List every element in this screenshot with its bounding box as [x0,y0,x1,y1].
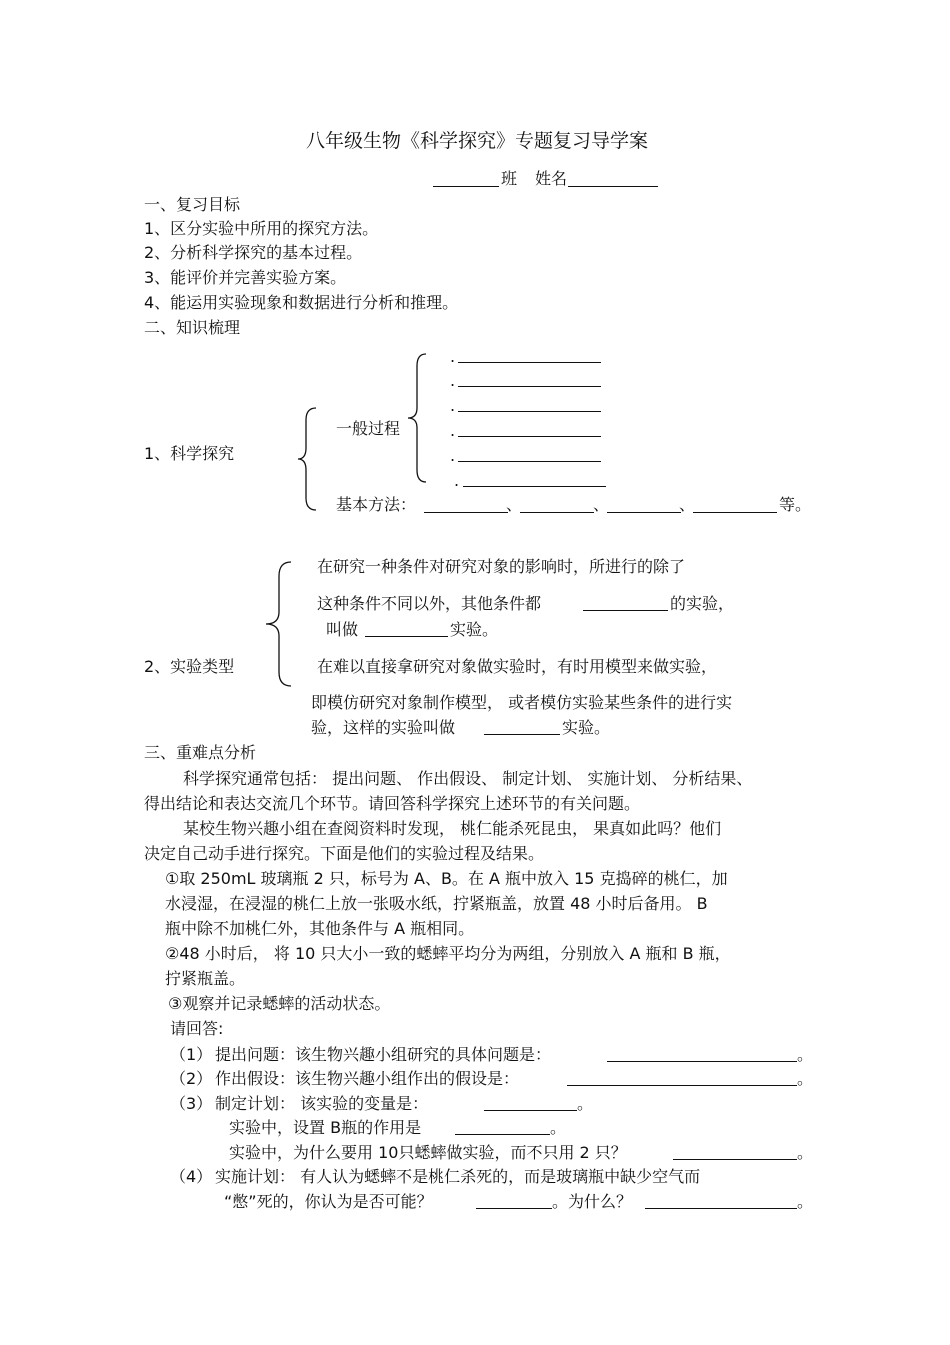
para1-line1: 科学探究通常包括： 提出问题、 作出假设、 制定计划、 实施计划、 分析结果、 [183,769,753,788]
q4-line2a: “憋”死的，你认为是否可能？ [224,1192,433,1211]
process-dot: . [454,471,460,490]
process-blank[interactable] [458,461,601,462]
types-brace [263,560,295,690]
q3-text: 制定计划： 该实验的变量是： [215,1094,429,1113]
q4-text: 实施计划： 有人认为蟋蟀不是桃仁杀死的，而是玻璃瓶中缺少空气而 [215,1167,701,1186]
controlled-same-blank[interactable] [583,610,668,611]
method-etc: 等。 [779,495,812,514]
method-blank[interactable] [693,512,777,513]
type-line-1: 在研究一种条件对研究对象的影响时，所进行的除了 [317,557,686,576]
q2-text: 作出假设：该生物兴趣小组作出的假设是： [215,1069,520,1088]
para2-line2: 决定自己动手进行探究。下面是他们的实验过程及结果。 [144,844,545,863]
sec1-heading: 一、复习目标 [144,195,241,214]
type-line-3b: 实验。 [450,620,499,639]
step2-line2: 拧紧瓶盖。 [165,969,246,988]
inner-brace [406,352,430,484]
method-blank[interactable] [424,512,508,513]
q4-reason-blank[interactable] [645,1208,797,1209]
q2-period: 。 [797,1069,814,1088]
experiment-type1-blank[interactable] [365,636,448,637]
process-blank[interactable] [458,362,601,363]
q3-variable-blank[interactable] [484,1110,577,1111]
basic-methods-label: 基本方法： [336,495,417,514]
step3: ③观察并记录蟋蟀的活动状态。 [168,994,391,1013]
process-blank[interactable] [463,486,606,487]
class-label: 班 [501,169,518,188]
type-line-6b: 实验。 [562,718,611,737]
q1-answer-blank[interactable] [607,1061,797,1062]
step1-line3: 瓶中除不加桃仁外，其他条件与 A 瓶相同。 [165,919,475,938]
item2-label: 2、实验类型 [144,657,235,676]
process-blank[interactable] [458,411,601,412]
goal-item: 1、区分实验中所用的探究方法。 [144,219,379,238]
q3-ten-crickets-blank[interactable] [673,1159,797,1160]
goal-item: 3、能评价并完善实验方案。 [144,268,347,287]
process-blank[interactable] [458,386,601,387]
method-blank[interactable] [607,512,681,513]
item1-label: 1、科学探究 [144,444,235,463]
q4-period: 。 [797,1192,814,1211]
process-dot: . [450,347,456,366]
outer-brace [296,406,320,512]
q4-possible-blank[interactable] [476,1208,552,1209]
ask-label: 请回答: [170,1019,224,1038]
para1-line2: 得出结论和表达交流几个环节。请回答科学探究上述环节的有关问题。 [144,794,641,813]
process-dot: . [450,421,456,440]
q3-period: 。 [577,1094,594,1113]
type-line-3a: 叫做 [326,620,359,639]
para2-line1: 某校生物兴趣小组在查阅资料时发现， 桃仁能杀死昆虫， 果真如此吗？他们 [183,819,722,838]
goal-item: 2、分析科学探究的基本过程。 [144,243,363,262]
page-title: 八年级生物《科学探究》专题复习导学案 [306,130,649,152]
q4-line2b: 。为什么？ [552,1192,633,1211]
method-sep: 、 [593,495,610,514]
type-line-4: 在难以直接拿研究对象做实验时，有时用模型来做实验， [317,657,718,676]
general-process-label: 一般过程 [336,419,401,438]
q1-text: 提出问题：该生物兴趣小组研究的具体问题是： [215,1045,552,1064]
method-sep: 、 [679,495,696,514]
step2-line1: ②48 小时后， 将 10 只大小一致的蟋蟀平均分为两组，分别放入 A 瓶和 B 瓶， [165,944,731,963]
goal-item: 4、能运用实验现象和数据进行分析和推理。 [144,293,459,312]
q3-sub2-text: 实验中，为什么要用 10只蟋蟀做实验，而不只用 2 只？ [229,1143,627,1162]
name-blank[interactable] [568,186,658,187]
step1-line2: 水浸湿，在浸湿的桃仁上放一张吸水纸，拧紧瓶盖，放置 48 小时后备用。 B [165,894,708,913]
q3-sub2-period: 。 [797,1143,814,1162]
q2-answer-blank[interactable] [567,1085,797,1086]
q4-number: （4） [170,1167,213,1186]
q2-number: （2） [170,1069,213,1088]
method-sep: 、 [506,495,523,514]
q1-number: （1） [170,1045,213,1064]
type-line-2b: 的实验， [670,594,735,613]
process-dot: . [450,446,456,465]
q3-sub1-text: 实验中，设置 B瓶的作用是 [229,1118,422,1137]
method-blank[interactable] [520,512,594,513]
process-dot: . [450,396,456,415]
experiment-type2-blank[interactable] [484,734,560,735]
q3-number: （3） [170,1094,213,1113]
type-line-5: 即模仿研究对象制作模型， 或者模仿实验某些条件的进行实 [311,693,733,712]
process-dot: . [450,371,456,390]
step1-line1: ①取 250mL 玻璃瓶 2 只，标号为 A、B。在 A 瓶中放入 15 克捣碎的桃仁，加 [165,869,728,888]
q1-period: 。 [797,1045,814,1064]
type-line-2a: 这种条件不同以外，其他条件都 [317,594,542,613]
sec3-heading: 三、重难点分析 [144,743,257,762]
class-blank[interactable] [433,186,499,187]
type-line-6a: 验，这样的实验叫做 [311,718,456,737]
sec2-heading: 二、知识梳理 [144,318,241,337]
name-label: 姓名 [535,169,568,188]
q3-sub1-period: 。 [550,1118,567,1137]
process-blank[interactable] [458,436,601,437]
q3-bottle-b-blank[interactable] [455,1134,550,1135]
